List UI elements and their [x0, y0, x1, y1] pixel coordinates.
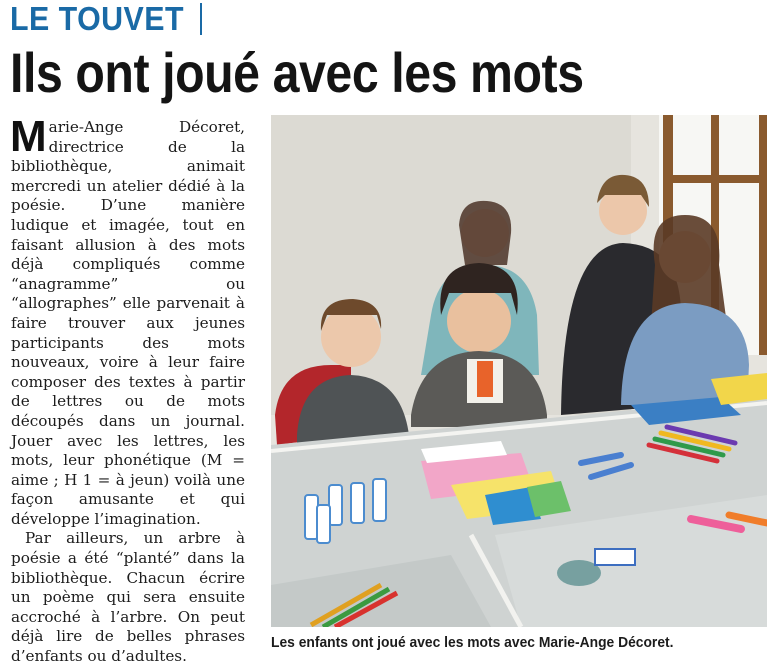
article-paragraph: Marie-Ange Décoret, directrice de la bibliothèque, animait mercredi un atelier dédié à la poésie. D’une manière ludique et imagée, tout en faisant allusion à des mots déjà compliqués comme “anagramme” ou “allographes” elle parvenait à faire trouver aux jeunes participants des mots nouveaux, voire à leur faire composer des textes à partir de lettres ou de mots découpés dans un journal. Jouer avec les lettres, les mots, leur phonétique (M = aime ; H 1 = à jeun) voilà une façon amusante et qui développe l’imagination. [10, 112, 245, 528]
person [447, 289, 511, 353]
article-body [10, 112, 245, 667]
article-paragraph: Par ailleurs, un arbre à poésie a été “planté” dans la bibliothèque. Chacun écrire un poème qui sera ensuite accroché à l’arbre. On peut déjà lire de belles phrases d’enfants ou d’adultes. [11, 529, 245, 666]
photo-caption: Les enfants ont joué avec les mots avec Marie-Ange Décoret. [271, 635, 674, 651]
workshop-photo-illustration [271, 115, 767, 627]
person [321, 307, 381, 367]
kicker-divider [200, 3, 202, 35]
article-photo [271, 115, 767, 627]
article-headline: Ils ont joué avec les mots [10, 41, 584, 104]
section-kicker: LE TOUVET [10, 0, 184, 37]
